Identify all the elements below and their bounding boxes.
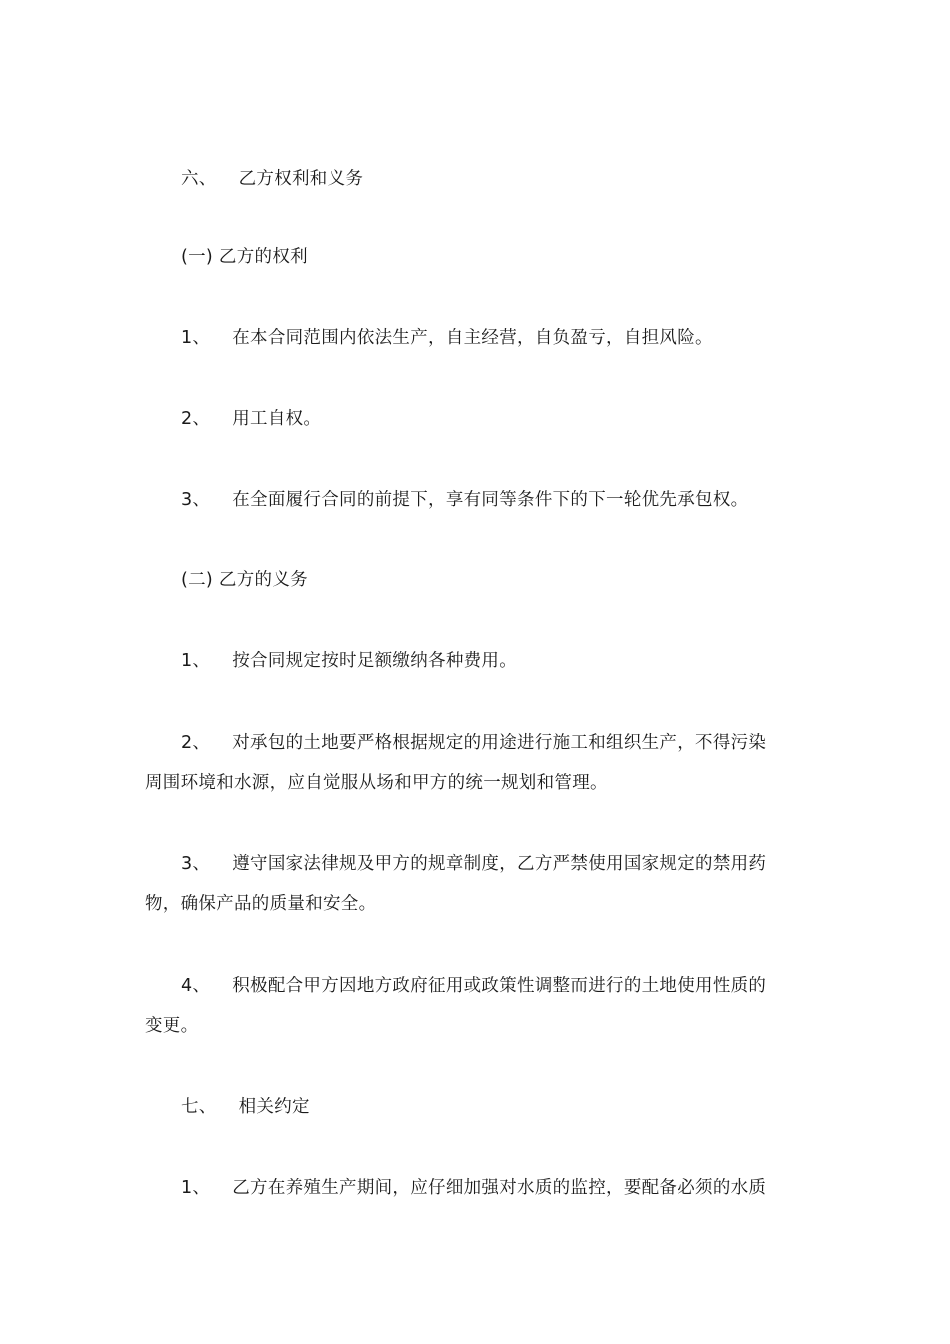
section-number: 六、 xyxy=(181,169,217,189)
item-text-continued: 变更。 xyxy=(145,1016,199,1036)
item-text: 在全面履行合同的前提下，享有同等条件下的下一轮优先承包权。 xyxy=(232,490,749,510)
item-text: 按合同规定按时足额缴纳各种费用。 xyxy=(232,651,518,671)
section-title: 乙方权利和义务 xyxy=(238,169,364,189)
item-text: 在本合同范围内依法生产，自主经营，自负盈亏，自担风险。 xyxy=(232,328,713,348)
subsection-heading-rights xyxy=(145,237,800,277)
section-heading-6 xyxy=(145,159,800,199)
item-text: 用工自权。 xyxy=(232,409,322,429)
item-text: 对承包的土地要严格根据规定的用途进行施工和组织生产，不得污染 xyxy=(232,733,767,753)
subsection-title: (一) 乙方的权利 xyxy=(181,247,308,267)
item-text: 遵守国家法律规及甲方的规章制度，乙方严禁使用国家规定的禁用药 xyxy=(232,854,767,874)
item-number: 1、 xyxy=(181,651,211,671)
item-number: 4、 xyxy=(181,976,211,996)
item-text-continued: 周围环境和水源，应自觉服从场和甲方的统一规划和管理。 xyxy=(145,773,608,793)
list-item xyxy=(145,966,800,1046)
list-item xyxy=(145,641,800,681)
item-number: 1、 xyxy=(181,1178,211,1198)
section-number: 七、 xyxy=(181,1097,217,1117)
list-item xyxy=(145,318,800,358)
item-text: 积极配合甲方因地方政府征用或政策性调整而进行的土地使用性质的 xyxy=(232,976,767,996)
item-number: 2、 xyxy=(181,409,211,429)
item-number: 3、 xyxy=(181,490,211,510)
list-item xyxy=(145,844,800,924)
item-number: 3、 xyxy=(181,854,211,874)
item-number: 1、 xyxy=(181,328,211,348)
list-item xyxy=(145,399,800,439)
item-text-continued: 物，确保产品的质量和安全。 xyxy=(145,894,377,914)
subsection-title: (二) 乙方的义务 xyxy=(181,570,308,590)
section-title: 相关约定 xyxy=(238,1097,310,1117)
list-item xyxy=(145,480,800,520)
item-text: 乙方在养殖生产期间，应仔细加强对水质的监控，要配备必须的水质 xyxy=(232,1178,767,1198)
section-heading-7 xyxy=(145,1087,800,1127)
list-item xyxy=(145,1168,800,1208)
subsection-heading-obligations xyxy=(145,560,800,600)
list-item xyxy=(145,723,800,803)
item-number: 2、 xyxy=(181,733,211,753)
